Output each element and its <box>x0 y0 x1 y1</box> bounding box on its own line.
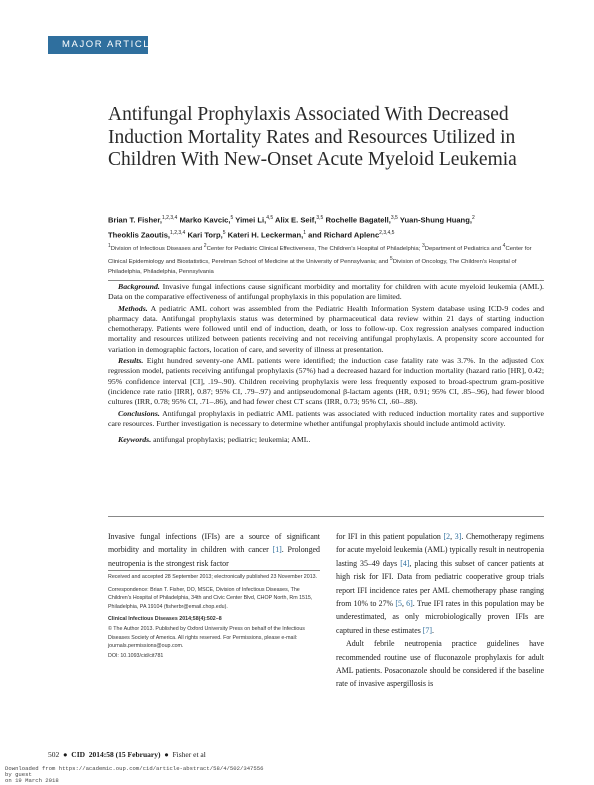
body-paragraph: Adult febrile neutropenia practice guidelines have recommended routine use of fluconazole prophylaxis for adult AML patients. Posaconazole should be considered if the baseline rate of invasive aspergillosis is <box>336 639 544 689</box>
author-affil-sup: 1 <box>303 229 307 236</box>
abstract-conclusions <box>108 409 544 430</box>
affiliations <box>108 241 542 277</box>
author[interactable]: Marko Kavcic, <box>179 215 231 225</box>
affil-text: Division of Infectious Diseases and <box>110 245 204 252</box>
author[interactable]: Kateri H. Leckerman, <box>227 230 304 240</box>
body-text: . Chemotherapy regimens for acute myeloid leukemia (AML) typically result in neutropenia lasting 35–49 days <box>336 532 545 568</box>
section-label: Results. <box>118 356 144 366</box>
running-author: Fisher et al <box>172 750 206 759</box>
author[interactable]: Yuan-Shung Huang, <box>399 215 472 225</box>
author-affil-sup: 3,5 <box>316 215 324 221</box>
download-stamp: Downloaded from https://academic.oup.com/cid/article-abstract/58/4/502/347556 by guest on 19 March 2018 <box>5 765 264 785</box>
citation-link[interactable]: 3] <box>454 532 462 541</box>
abstract-keywords <box>108 435 544 445</box>
bullet-separator: ● <box>61 750 70 759</box>
citation-link[interactable]: [1] <box>272 545 282 555</box>
author-affil-sup: 2,3,4,5 <box>379 229 395 236</box>
body-paragraph <box>108 530 320 570</box>
author-affil-sup: 3,5 <box>390 215 398 221</box>
body-text: Invasive fungal infections (IFIs) are a source of significant morbidity and mortality in children with cancer <box>108 532 320 555</box>
correspondence-note: Correspondence: Brian T. Fisher, DO, MSCE, Division of Infectious Diseases, The Children's Hospital of Philadelphia, 34th and Civic Center Blvd, CHOP North, Rm 1515, Philadelphia, PA 19104 (fisherbr@email.chop.edu). <box>108 586 313 610</box>
section-text: A pediatric AML cohort was assembled from the Pediatric Health Information System database using ICD-9 codes and pharmacy data. Antifungal prophylaxis status was determined by pharmaceutical data review within 21 days of starting induction chemotherapy. Patients were followed until end of induction, death, or loss to follow-up. Cox regression analyses compared induction mortality and resources utilized between patients receiving and not receiving antifungal prophylaxis. A propensity score accounted for variation in demographic factors, location of care, and severity of illness at presentation. <box>108 303 544 354</box>
section-text: Eight hundred seventy-one AML patients were identified; the induction case fatality rate was 3.7%. In the adjusted Cox regression model, patients receiving antifungal prophylaxis (57%) had a decreased hazard for induction mortality (hazard ratio [HR], 0.42; 95% confidence interval [CI], .19–.90). Children receiving prophylaxis were less frequently exposed to broad-spectrum gram-positive (incidence rate ratio [IRR], 0.87; 95% CI, .79–.97) and antipseudomonal β-lactam agents (HR, 0.91; 95% CI, .85–.96), had fewer blood cultures (IRR, 0.78; 95% CI, .71–.86), and had fewer chest CT scans (IRR, 0.73; 95% CI, .60–.88). <box>108 356 544 407</box>
doi[interactable]: DOI: 10.1093/cid/cit781 <box>108 652 164 659</box>
footnote-rule <box>108 570 320 571</box>
section-label: Conclusions. <box>118 408 160 418</box>
affil-sup: 4 <box>502 243 506 249</box>
journal-abbrev: CID <box>71 750 86 759</box>
affil-text: Department of Pediatrics and <box>424 245 503 252</box>
author[interactable]: and Richard Aplenc <box>308 230 380 240</box>
body-text: , <box>450 532 455 541</box>
journal-citation: Clinical Infectious Diseases 2014;58(4):502–8 <box>108 616 222 623</box>
citation-link[interactable]: [4] <box>400 558 410 568</box>
section-label: Methods. <box>118 303 148 313</box>
body-text: . <box>431 625 434 635</box>
abstract-background <box>108 282 544 303</box>
article-type-banner: MAJOR ARTICLE <box>48 36 148 54</box>
section-text: antifungal prophylaxis; pediatric; leukemia; AML. <box>153 435 311 445</box>
author[interactable]: Brian T. Fisher, <box>108 215 163 225</box>
author-affil-sup: 1,2,3,4 <box>162 215 178 221</box>
section-label: Keywords. <box>118 435 152 445</box>
copyright-note: © The Author 2013. Published by Oxford University Press on behalf of the Infectious Diseases Society of America. All rights reserved. For Permissions, please e-mail: journals.permissions@oup.com. <box>108 625 305 650</box>
author[interactable]: Alix E. Seif, <box>275 215 317 225</box>
citation-link[interactable]: [2 <box>443 532 451 541</box>
author-affil-sup: 5 <box>222 229 226 236</box>
section-text: Antifungal prophylaxis in pediatric AML patients was associated with reduced induction mortality rates and supportive care resources. Further investigation is necessary to determine whether antifungal prophylaxis should include antimold activity. <box>108 408 544 428</box>
received-note: Received and accepted 28 September 2013; electronically published 23 November 2013. <box>108 574 318 580</box>
author[interactable]: Yimei Li, <box>235 215 267 225</box>
affil-text: Center for Clinical Epidemiology and Biostatistics, Perelman School of Medicine at the University of Pennsylvania; and <box>108 245 532 265</box>
affil-sup: 2 <box>203 243 207 249</box>
citation-link[interactable]: 6] <box>406 599 413 609</box>
author-affil-sup: 4,5 <box>266 215 274 221</box>
issue-info: 2014:58 (15 February) <box>88 750 161 759</box>
section-text: Invasive fungal infections cause significant morbidity and mortality for children with acute myeloid leukemia (AML). Data on the comparative effectiveness of antifungal prophylaxis in this population are limited. <box>108 282 545 302</box>
footnotes <box>108 573 320 664</box>
body-right-column <box>336 530 544 691</box>
article-title: Antifungal Prophylaxis Associated With Decreased Induction Mortality Rates and Resources Utilized in Children With New-Onset Acute Myeloid Leukemia <box>108 104 517 170</box>
bullet-separator: ● <box>162 750 171 759</box>
affil-sup: 3 <box>421 243 425 249</box>
abstract-results <box>108 356 544 407</box>
author[interactable]: Rochelle Bagatell, <box>325 215 391 225</box>
citation-link[interactable]: [5 <box>395 599 402 609</box>
author[interactable]: Kari Torp, <box>187 230 223 240</box>
abstract-top-rule <box>108 280 544 281</box>
body-text: . True IFI rates in this population may be underestimated, as only microbiologically proven IFIs are captured in these estimates <box>336 599 544 635</box>
author-list <box>108 212 538 241</box>
author[interactable]: Theoklis Zaoutis, <box>108 230 171 240</box>
abstract-bottom-rule <box>108 516 544 517</box>
affil-text: Division of Oncology, The Children's Hospital of Philadelphia, Philadelphia, Pennsylvania <box>108 258 517 275</box>
body-paragraph <box>336 530 544 637</box>
affil-text: Center for Pediatric Clinical Effectiveness, The Children's Hospital of Philadelphia; <box>206 245 422 252</box>
affil-sup: 5 <box>389 255 393 262</box>
abstract-methods <box>108 304 544 355</box>
body-left-column <box>108 530 320 570</box>
author-affil-sup: 1,2,3,4 <box>170 229 186 236</box>
page-footer <box>48 750 206 759</box>
body-text: for IFI in this patient population <box>336 532 444 541</box>
citation-link[interactable]: [7] <box>422 625 432 635</box>
author-affil-sup: 2 <box>471 215 475 221</box>
section-label: Background. <box>118 282 160 291</box>
body-text: , <box>401 599 407 609</box>
abstract <box>108 282 544 446</box>
body-text: , placing this subset of cancer patients at high risk for IFI. Data from pediatric cooperative group trials report IFI incidence rates per AML chemotherapy phase ranging from 10% to 27% <box>336 558 544 609</box>
page-number: 502 <box>48 750 60 759</box>
body-text: . Prolonged neutropenia is the strongest risk factor <box>108 545 320 568</box>
author-affil-sup: 5 <box>230 215 234 221</box>
affil-sup: 1 <box>108 243 111 249</box>
